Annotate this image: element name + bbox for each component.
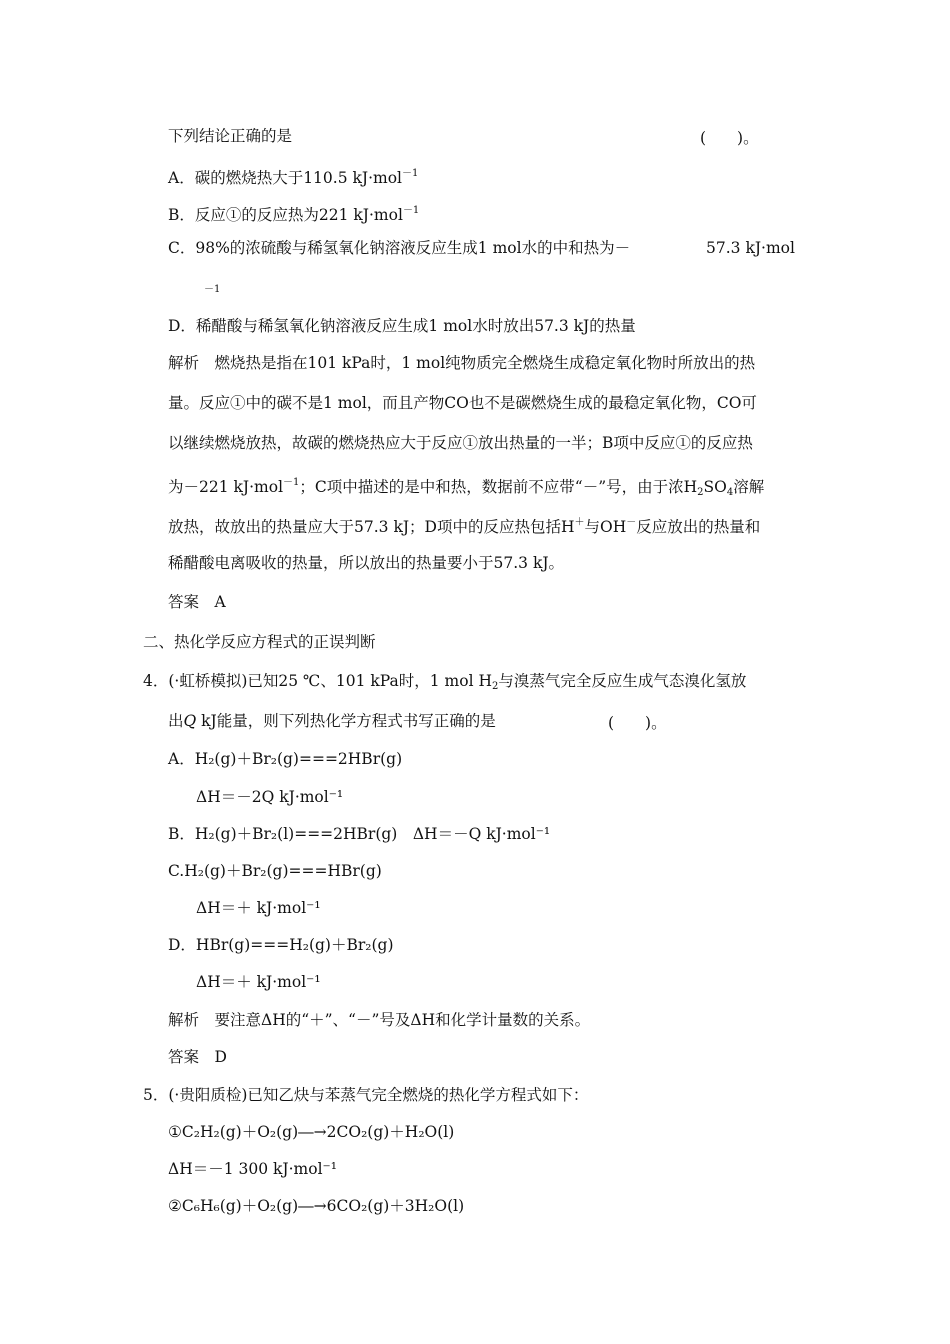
q3-answer: 答案 A — [168, 593, 226, 611]
q4-option-b: B．H₂(g)＋Br₂(l)===2HBr(g) ΔH＝－Q kJ·mol⁻¹ — [168, 825, 551, 843]
q3-analysis-line: 稀醋酸电离吸收的热量，所以放出的热量要小于57.3 kJ。 — [168, 554, 565, 572]
q3-option-c-exponent: －1 — [204, 284, 221, 295]
q3-analysis-line: 量。反应①中的碳不是1 mol，而且产物CO也不是碳燃烧生成的最稳定氧化物，CO可 — [168, 394, 757, 412]
q5-stem: 5．(·贵阳质检)已知乙炔与苯蒸气完全燃烧的热化学方程式如下： — [143, 1086, 589, 1104]
section-heading: 二、热化学反应方程式的正误判断 — [143, 633, 376, 651]
q5-equation-2: ②C₆H₆(g)＋O₂(g)―→6CO₂(g)＋3H₂O(l) — [168, 1197, 465, 1215]
q3-analysis-line: 放热，故放出的热量应大于57.3 kJ；D项中的反应热包括H＋与OH－反应放出的热量和 — [168, 517, 761, 536]
q4-answer-bracket: ( )。 — [608, 714, 667, 732]
q4-option-d: D．HBr(g)===H₂(g)＋Br₂(g) — [168, 936, 394, 954]
q3-option-a: A．碳的燃烧热大于110.5 kJ·mol$^{-1}$ — [168, 168, 419, 187]
q4-option-c: C.H₂(g)＋Br₂(g)===HBr(g) — [168, 862, 382, 880]
q3-option-c-tail: 57.3 kJ·mol — [706, 239, 795, 257]
q3-answer-bracket: ( )。 — [700, 129, 759, 147]
q4-option-a: A．H₂(g)＋Br₂(g)===2HBr(g) — [168, 750, 403, 768]
q3-option-c: C．98%的浓硫酸与稀氢氧化钠溶液反应生成1 mol水的中和热为－ — [168, 239, 631, 257]
q3-analysis-line: 以继续燃烧放热，故碳的燃烧热应大于反应①放出热量的一半；B项中反应①的反应热 — [168, 434, 753, 452]
q4-option-d-enthalpy: ΔH＝＋ kJ·mol⁻¹ — [196, 973, 321, 991]
q3-analysis-line: 为－221 kJ·mol$^{-1}$；C项中描述的是中和热，数据前不应带“－”号，由于浓$H_2SO_4$溶解 — [168, 477, 765, 498]
q4-analysis: 解析 要注意ΔH的“＋”、“－”号及ΔH和化学计量数的关系。 — [168, 1011, 591, 1029]
q4-option-a-enthalpy: ΔH＝－2Q kJ·mol⁻¹ — [196, 788, 344, 806]
q5-enthalpy-1: ΔH＝－1 300 kJ·mol⁻¹ — [168, 1160, 337, 1178]
q4-stem: 4．(·虹桥模拟)已知25 ℃、101 kPa时，1 mol $H_2$与溴蒸气完全反应生成气态溴化氢放 — [143, 672, 747, 692]
q4-answer: 答案 D — [168, 1048, 227, 1066]
q3-analysis-line: 解析 燃烧热是指在101 kPa时，1 mol纯物质完全燃烧生成稳定氧化物时所放出的热 — [168, 354, 756, 372]
q4-stem-continued: 出Q kJ能量，则下列热化学方程式书写正确的是 — [168, 712, 496, 730]
q4-option-c-enthalpy: ΔH＝＋ kJ·mol⁻¹ — [196, 899, 321, 917]
q3-stem: 下列结论正确的是 — [168, 127, 293, 145]
q5-equation-1: ①C₂H₂(g)＋O₂(g)―→2CO₂(g)＋H₂O(l) — [168, 1123, 455, 1141]
q3-option-d: D．稀醋酸与稀氢氧化钠溶液反应生成1 mol水时放出57.3 kJ的热量 — [168, 317, 636, 335]
q3-option-b: B．反应①的反应热为221 kJ·mol$^{-1}$ — [168, 205, 420, 224]
